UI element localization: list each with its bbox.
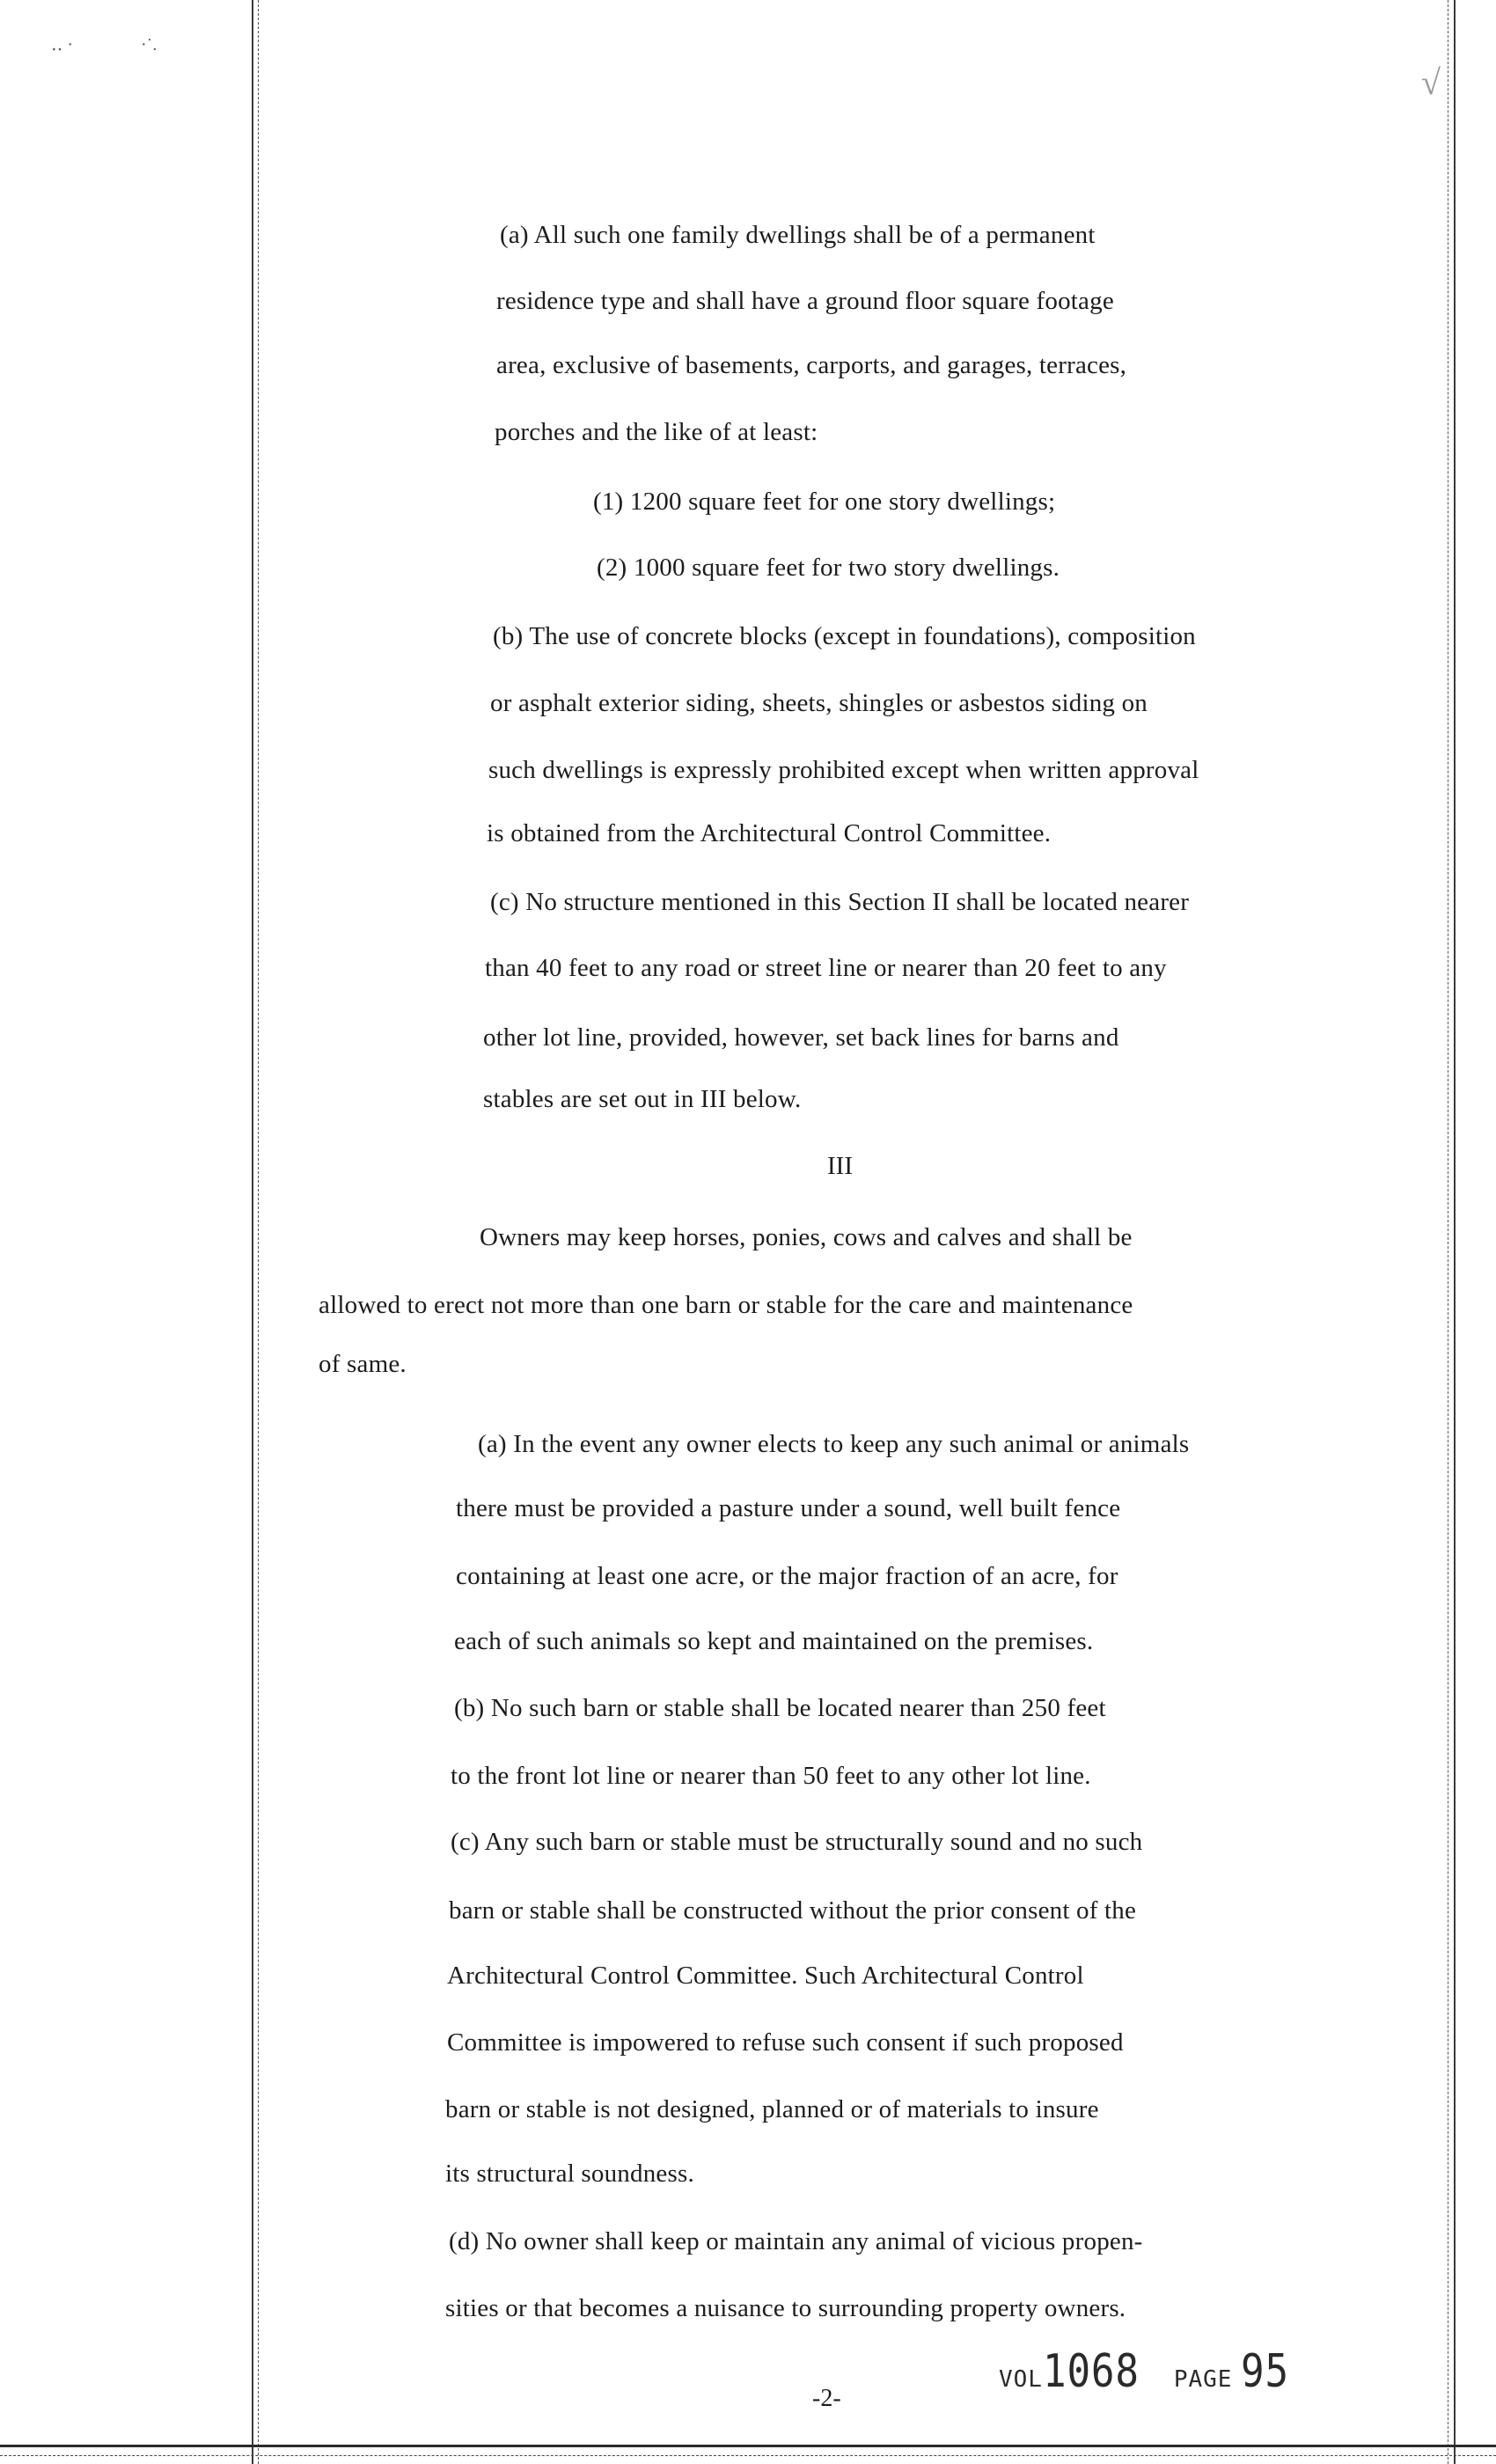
recording-stamp — [999, 2345, 1298, 2398]
bottom-rule — [0, 2445, 1496, 2447]
sec3-c-line-5: barn or stable is not designed, planned or of materials to insure — [445, 2095, 1099, 2123]
sec2-c-line-1: (c) No structure mentioned in this Section II shall be located nearer — [490, 888, 1190, 916]
bottom-rule-dashed — [0, 2455, 1496, 2456]
sec3-intro-line-3: of same. — [319, 1350, 407, 1378]
sec2-c-line-3: other lot line, provided, however, set back lines for barns and — [483, 1023, 1119, 1052]
sec3-c-line-4: Committee is impowered to refuse such consent if such proposed — [447, 2028, 1124, 2057]
sec2-b-line-4: is obtained from the Architectural Control Committee. — [487, 819, 1052, 847]
sec2-c-line-2: than 40 feet to any road or street line or nearer than 20 feet to any — [485, 954, 1167, 982]
sec2-a-line-1: (a) All such one family dwellings shall be of a permanent — [500, 221, 1096, 249]
sec2-a-item-1: (1) 1200 square feet for one story dwellings; — [593, 488, 1056, 516]
section-iii-heading: III — [827, 1152, 853, 1180]
sec3-a-line-3: containing at least one acre, or the major fraction of an acre, for — [456, 1562, 1118, 1590]
sec3-c-line-1: (c) Any such barn or stable must be structurally sound and no such — [451, 1828, 1143, 1856]
sec3-c-line-6: its structural soundness. — [445, 2160, 694, 2188]
vol-number: 1068 — [1042, 2345, 1140, 2398]
sec2-a-item-2: (2) 1000 square feet for two story dwellings. — [597, 554, 1060, 582]
sec2-a-line-3: area, exclusive of basements, carports, and garages, terraces, — [496, 351, 1127, 379]
sec3-a-line-2: there must be provided a pasture under a sound, well built fence — [456, 1494, 1121, 1522]
sec2-b-line-1: (b) The use of concrete blocks (except in foundations), composition — [493, 622, 1196, 650]
sec2-a-line-2: residence type and shall have a ground floor square footage — [496, 287, 1114, 315]
page-label: PAGE — [1173, 2366, 1233, 2393]
left-margin-rule — [252, 0, 253, 2464]
sec3-intro-line-2: allowed to erect not more than one barn or stable for the care and maintenance — [319, 1291, 1133, 1319]
sec3-d-line-2: sities or that becomes a nuisance to surrounding property owners. — [445, 2294, 1126, 2322]
sec3-d-line-1: (d) No owner shall keep or maintain any animal of vicious propen- — [449, 2227, 1143, 2255]
scan-speck: ·˙. — [141, 35, 158, 55]
sec3-intro-line-1: Owners may keep horses, ponies, cows and calves and shall be — [480, 1223, 1133, 1251]
sec2-b-line-3: such dwellings is expressly prohibited except when written approval — [488, 756, 1199, 784]
page-number: -2- — [812, 2385, 841, 2412]
scan-speck: ‥ · — [51, 35, 73, 55]
sec3-c-line-3: Architectural Control Committee. Such Architectural Control — [447, 1962, 1084, 1990]
sec2-b-line-2: or asphalt exterior siding, sheets, shingles or asbestos siding on — [490, 689, 1148, 717]
right-margin-rule — [1454, 0, 1456, 2464]
sec3-b-line-1: (b) No such barn or stable shall be located nearer than 250 feet — [454, 1694, 1106, 1722]
page-ref-number: 95 — [1241, 2345, 1290, 2398]
check-mark: √ — [1421, 62, 1441, 102]
sec3-a-line-4: each of such animals so kept and maintained on the premises. — [454, 1627, 1094, 1655]
sec2-c-line-4: stables are set out in III below. — [483, 1085, 802, 1113]
sec3-c-line-2: barn or stable shall be constructed without the prior consent of the — [449, 1896, 1137, 1925]
left-margin-rule-dashed — [258, 0, 259, 2464]
sec3-b-line-2: to the front lot line or nearer than 50 feet to any other lot line. — [451, 1762, 1091, 1790]
vol-label: VOL — [999, 2366, 1043, 2393]
sec3-a-line-1: (a) In the event any owner elects to keep any such animal or animals — [478, 1430, 1190, 1458]
sec2-a-line-4: porches and the like of at least: — [495, 418, 818, 446]
